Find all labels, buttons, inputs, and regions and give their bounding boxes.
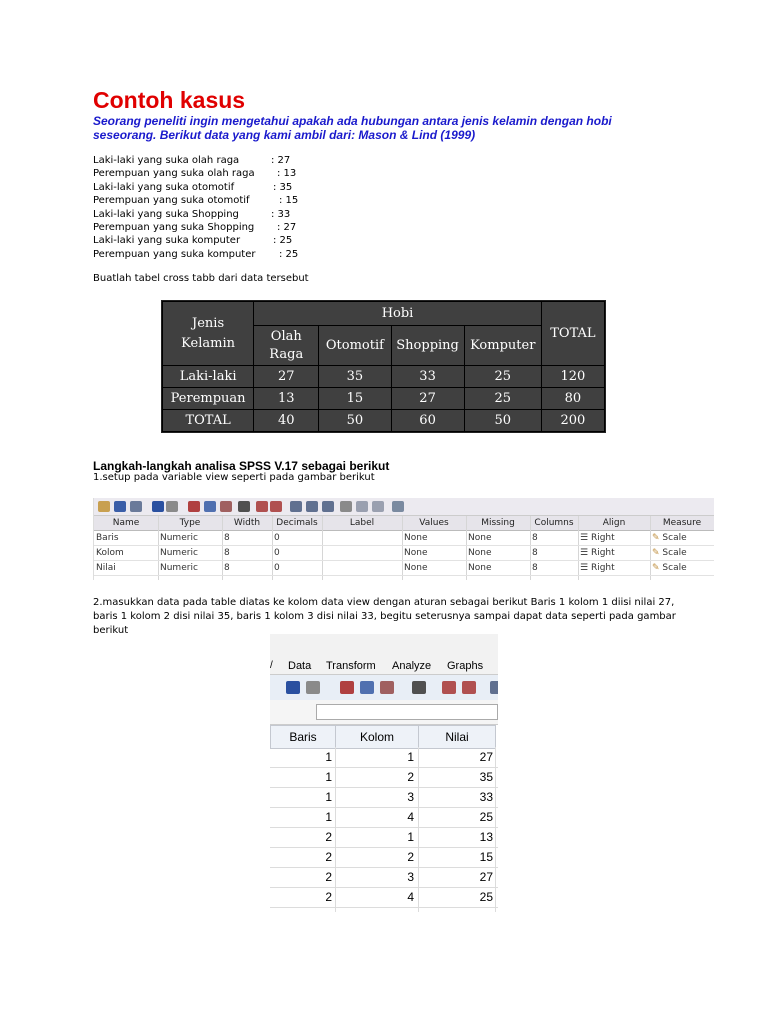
variable-view-screenshot: [93, 498, 714, 580]
cell-nilai[interactable]: 35: [479, 770, 493, 784]
redo-icon[interactable]: [306, 681, 320, 694]
table-cell-total: 200: [541, 410, 604, 432]
intro-paragraph: Seorang peneliti ingin mengetahui apakah ada hubungan antara jenis kelamin dengan hobi seseorang. Berikut data yang kami ambil dari: Mason & Lind (1999): [93, 114, 612, 142]
use-sets-icon[interactable]: [356, 501, 368, 512]
split-file-icon[interactable]: [290, 501, 302, 512]
insert-variable-icon[interactable]: [270, 501, 282, 512]
cell-nilai[interactable]: 25: [479, 890, 493, 904]
table-cell: 13: [254, 388, 319, 410]
cell-nilai[interactable]: 25: [479, 810, 493, 824]
value-labels-icon[interactable]: [340, 501, 352, 512]
total-header: TOTAL: [541, 302, 604, 366]
row-label: TOTAL: [163, 410, 254, 432]
cell-kolom[interactable]: 3: [407, 790, 414, 804]
cell-value-input[interactable]: [316, 704, 498, 720]
column-header[interactable]: Label: [349, 518, 375, 528]
column-header[interactable]: Name: [112, 518, 140, 528]
insert-cases-icon[interactable]: [442, 681, 456, 694]
variables-icon[interactable]: [380, 681, 394, 694]
menu-transform[interactable]: Transform: [326, 660, 376, 672]
variable-measure[interactable]: ✎ Scale: [652, 533, 687, 543]
menu-separator: /: [270, 660, 273, 671]
cell-nilai[interactable]: 27: [479, 870, 493, 884]
table-cell-total: 80: [541, 388, 604, 410]
cell-kolom[interactable]: 4: [407, 890, 414, 904]
variable-type[interactable]: Numeric: [160, 548, 198, 558]
variable-type[interactable]: Numeric: [160, 563, 198, 573]
steps-heading: Langkah-langkah analisa SPSS V.17 sebagai berikut: [93, 459, 390, 473]
menu-graphs[interactable]: Graphs: [447, 660, 484, 672]
variable-values[interactable]: None: [404, 533, 428, 543]
align-right-icon: ☰: [580, 533, 589, 543]
align-right-icon: ☰: [580, 563, 589, 573]
print-icon[interactable]: [130, 501, 142, 512]
cell-nilai[interactable]: 13: [479, 830, 493, 844]
column-header[interactable]: Width: [233, 518, 261, 528]
goto-variable-icon[interactable]: [360, 681, 374, 694]
variable-measure[interactable]: ✎ Scale: [652, 548, 687, 558]
goto-case-icon[interactable]: [188, 501, 200, 512]
step2-text: 2.masukkan data pada table diatas ke kolom data view dengan aturan sebagai berikut Baris 1 kolom 1 diisi nilai 27, baris 1 kolom 2 disi nilai 35, baris 1 kolom 3 disi nilai 33, begitu seterusnya sampai dapat data seperti pada gambar berikut: [93, 597, 676, 636]
column-header[interactable]: Type: [179, 518, 201, 528]
ruler-icon: ✎: [652, 548, 660, 558]
column-header[interactable]: Values: [419, 518, 449, 528]
table-cell: 27: [254, 366, 319, 388]
cell-editor-bar: [270, 700, 498, 725]
cell-baris[interactable]: 1: [325, 750, 332, 764]
variable-name[interactable]: Baris: [96, 533, 119, 543]
cell-nilai[interactable]: 33: [479, 790, 493, 804]
variables-icon[interactable]: [220, 501, 232, 512]
data-view-screenshot: [270, 634, 498, 912]
row-label: Perempuan: [163, 388, 254, 410]
column-header[interactable]: Measure: [662, 518, 702, 528]
group-header: Hobi: [254, 302, 542, 326]
variable-align[interactable]: ☰ Right: [580, 548, 615, 558]
column-header[interactable]: Columns: [534, 518, 574, 528]
variable-missing[interactable]: None: [468, 548, 492, 558]
table-cell: 15: [319, 388, 391, 410]
insert-variable-icon[interactable]: [462, 681, 476, 694]
variable-width[interactable]: 8: [224, 563, 230, 573]
cell-kolom[interactable]: 2: [407, 850, 414, 864]
goto-variable-icon[interactable]: [204, 501, 216, 512]
table-cell: 33: [391, 366, 464, 388]
col-header: Otomotif: [319, 326, 391, 366]
table-cell: 25: [464, 388, 541, 410]
split-file-icon[interactable]: [490, 681, 498, 694]
align-right-icon: ☰: [580, 548, 589, 558]
find-icon[interactable]: [238, 501, 250, 512]
variable-columns[interactable]: 8: [532, 563, 538, 573]
column-header-nilai[interactable]: Nilai: [418, 725, 496, 749]
variable-view-toolbar: [94, 498, 714, 516]
menu-bar: [270, 634, 498, 674]
row-header: Jenis Kelamin: [163, 302, 254, 366]
col-header: Olah Raga: [254, 326, 319, 366]
insert-cases-icon[interactable]: [256, 501, 268, 512]
cell-kolom[interactable]: 1: [407, 830, 414, 844]
cell-baris[interactable]: 1: [325, 790, 332, 804]
variable-width[interactable]: 8: [224, 533, 230, 543]
variable-type[interactable]: Numeric: [160, 533, 198, 543]
table-cell: 35: [319, 366, 391, 388]
column-header[interactable]: Align: [602, 518, 626, 528]
goto-case-icon[interactable]: [340, 681, 354, 694]
cell-baris[interactable]: 2: [325, 850, 332, 864]
table-cell: 25: [464, 366, 541, 388]
variable-columns[interactable]: 8: [532, 548, 538, 558]
select-cases-icon[interactable]: [322, 501, 334, 512]
cell-baris[interactable]: 2: [325, 890, 332, 904]
redo-icon[interactable]: [166, 501, 178, 512]
variable-decimals[interactable]: 0: [274, 548, 280, 558]
variable-missing[interactable]: None: [468, 563, 492, 573]
col-header: Shopping: [391, 326, 464, 366]
show-all-icon[interactable]: [372, 501, 384, 512]
column-header-kolom[interactable]: Kolom: [335, 725, 419, 749]
column-header[interactable]: Missing: [481, 518, 515, 528]
cell-nilai[interactable]: 27: [479, 750, 493, 764]
cell-nilai[interactable]: 15: [479, 850, 493, 864]
undo-icon[interactable]: [286, 681, 300, 694]
ruler-icon: ✎: [652, 533, 660, 543]
variable-name[interactable]: Kolom: [96, 548, 124, 558]
data-view-toolbar: [270, 674, 498, 701]
column-header-baris[interactable]: Baris: [270, 725, 336, 749]
step1-text: 1.setup pada variable view seperti pada gambar berikut: [93, 472, 375, 483]
column-header[interactable]: Decimals: [276, 518, 318, 528]
variable-width[interactable]: 8: [224, 548, 230, 558]
variable-name[interactable]: Nilai: [96, 563, 116, 573]
variable-values[interactable]: None: [404, 548, 428, 558]
variable-decimals[interactable]: 0: [274, 533, 280, 543]
variable-view-header: [94, 516, 714, 531]
crosstab-table: [161, 300, 606, 433]
cell-baris[interactable]: 2: [325, 830, 332, 844]
cell-kolom[interactable]: 1: [407, 750, 414, 764]
col-header: Komputer: [464, 326, 541, 366]
cell-kolom[interactable]: 3: [407, 870, 414, 884]
variable-align[interactable]: ☰ Right: [580, 563, 615, 573]
menu-data[interactable]: Data: [288, 660, 312, 672]
save-icon[interactable]: [114, 501, 126, 512]
undo-icon[interactable]: [152, 501, 164, 512]
table-cell: 60: [391, 410, 464, 432]
table-cell: 50: [464, 410, 541, 432]
cell-baris[interactable]: 1: [325, 770, 332, 784]
row-label: Laki-laki: [163, 366, 254, 388]
table-cell: 50: [319, 410, 391, 432]
table-cell-total: 120: [541, 366, 604, 388]
find-icon[interactable]: [412, 681, 426, 694]
weight-cases-icon[interactable]: [306, 501, 318, 512]
variable-values[interactable]: None: [404, 563, 428, 573]
variable-align[interactable]: ☰ Right: [580, 533, 615, 543]
cell-kolom[interactable]: 4: [407, 810, 414, 824]
variable-missing[interactable]: None: [468, 533, 492, 543]
cell-kolom[interactable]: 2: [407, 770, 414, 784]
variable-columns[interactable]: 8: [532, 533, 538, 543]
variable-measure[interactable]: ✎ Scale: [652, 563, 687, 573]
cell-baris[interactable]: 2: [325, 870, 332, 884]
open-icon[interactable]: [98, 501, 110, 512]
instruction-text: Buatlah tabel cross tabb dari data tersebut: [93, 273, 309, 284]
menu-analyze[interactable]: Analyze: [392, 660, 432, 672]
table-cell: 27: [391, 388, 464, 410]
ruler-icon: ✎: [652, 563, 660, 573]
spell-check-icon[interactable]: [392, 501, 404, 512]
variable-decimals[interactable]: 0: [274, 563, 280, 573]
cell-baris[interactable]: 1: [325, 810, 332, 824]
page-title: Contoh kasus: [93, 87, 246, 113]
table-cell: 40: [254, 410, 319, 432]
